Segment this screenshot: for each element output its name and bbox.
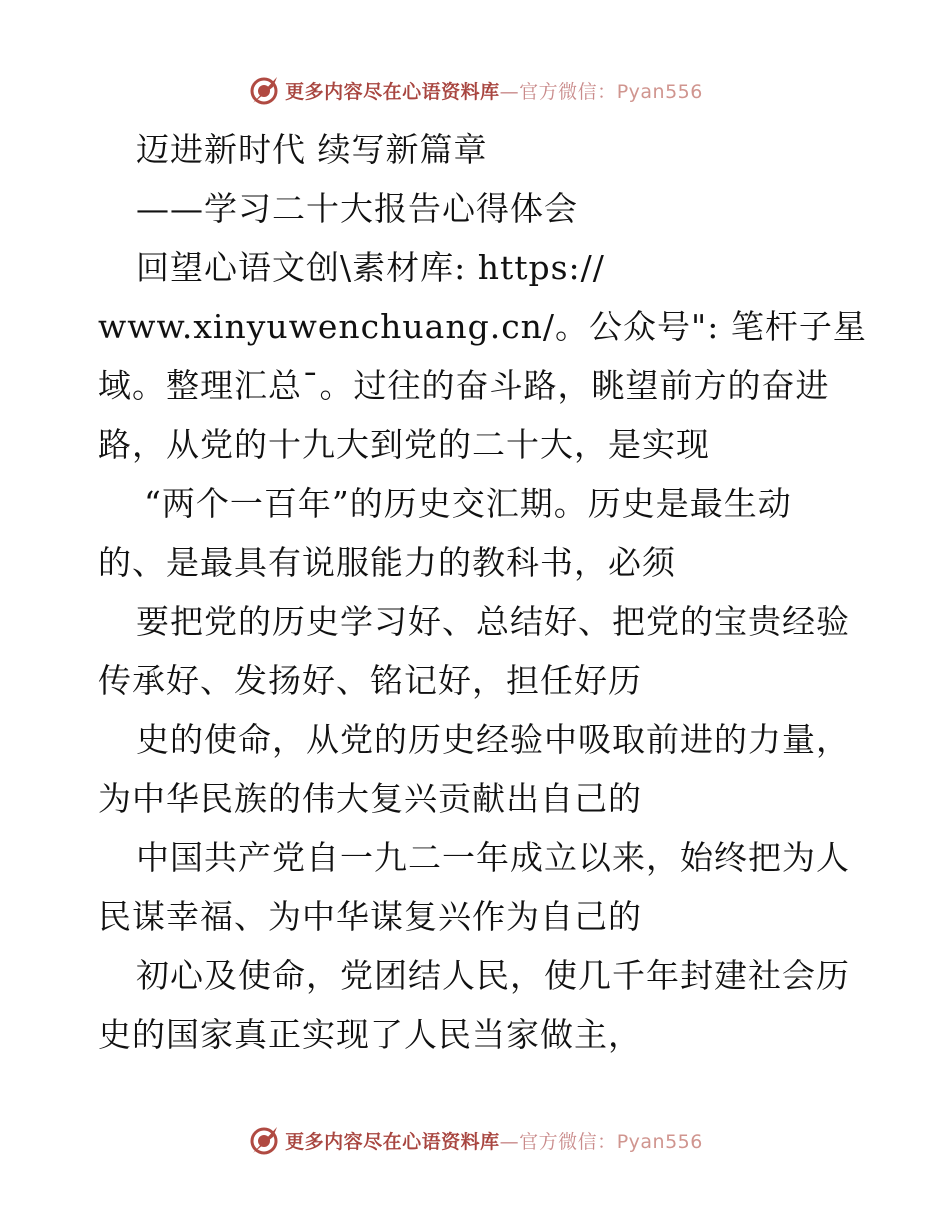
body-line: 要把党的历史学习好、总结好、把党的宝贵经验	[136, 602, 850, 641]
header-slogan-wechat: 官方微信：	[519, 80, 617, 103]
quill-logo-icon	[247, 1123, 281, 1157]
body-line: 回望心语文创\素材库: https://	[136, 248, 605, 287]
footer-banner	[0, 1120, 950, 1160]
body-line: 中国共产党自一九二一年成立以来，始终把为人	[136, 838, 850, 877]
document-subtitle: ——学习二十大报告心得体会	[136, 189, 578, 228]
document-body	[98, 120, 867, 1064]
footer-slogan	[285, 1127, 703, 1154]
header-slogan	[285, 77, 703, 104]
body-line: “两个一百年”的历史交汇期。历史是最生动	[144, 484, 792, 523]
header-slogan-main: 更多内容尽在心语资料库	[285, 80, 500, 103]
body-line: 史的使命，从党的历史经验中吸取前进的力量，	[136, 720, 850, 759]
body-line: 域。整理汇总¯。过往的奋斗路，眺望前方的奋进	[98, 366, 830, 405]
footer-slogan-wechat: 官方微信：	[519, 1130, 617, 1153]
header-banner	[0, 70, 950, 110]
body-line: 为中华民族的伟大复兴贡献出自己的	[98, 779, 642, 818]
body-line: 路，从党的十九大到党的二十大，是实现	[98, 425, 710, 464]
body-line: 史的国家真正实现了人民当家做主，	[98, 1015, 642, 1054]
footer-slogan-main: 更多内容尽在心语资料库	[285, 1130, 500, 1153]
body-line: 民谋幸福、为中华谋复兴作为自己的	[98, 897, 642, 936]
footer-slogan-id: Pyan556	[616, 1130, 703, 1153]
body-line: www.xinyuwenchuang.cn/。公众号": 笔杆子星	[98, 307, 867, 346]
header-slogan-id: Pyan556	[616, 80, 703, 103]
header-slogan-separator: —	[499, 80, 520, 103]
body-line: 初心及使命，党团结人民，使几千年封建社会历	[136, 956, 850, 995]
footer-slogan-separator: —	[499, 1130, 520, 1153]
quill-logo-icon	[247, 73, 281, 107]
document-title: 迈进新时代 续写新篇章	[136, 130, 488, 169]
body-line: 的、是最具有说服能力的教科书，必须	[98, 543, 676, 582]
body-line: 传承好、发扬好、铭记好，担任好历	[98, 661, 642, 700]
